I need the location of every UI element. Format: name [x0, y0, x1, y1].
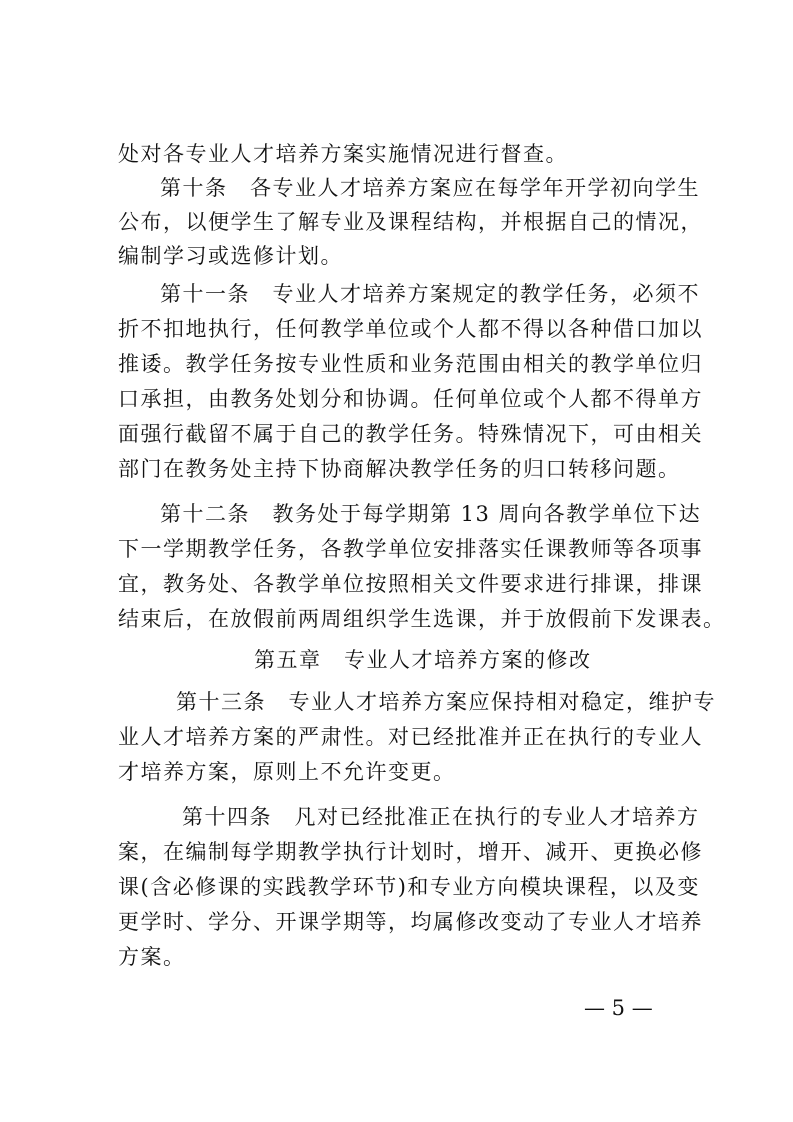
article-11-heading-line: 第十一条 专业人才培养方案规定的教学任务，必须不 [160, 282, 700, 306]
article-13-heading-line: 第十三条 专业人才培养方案应保持相对稳定，维护专 [176, 690, 716, 714]
text-line-13: 宜，教务处、各教学单位按照相关文件要求进行排课，排课 [118, 572, 703, 596]
text-line-17: 业人才培养方案的严肃性。对已经批准并正在执行的专业人 [118, 725, 703, 749]
text-line-9: 面强行截留不属于自己的教学任务。特殊情况下，可由相关 [118, 422, 703, 446]
text-line-20: 案，在编制每学期教学执行计划时，增开、减开、更换必修 [118, 840, 703, 864]
text-line-4: 编制学习或选修计划。 [118, 244, 343, 268]
text-line-10: 部门在教务处主持下协商解决教学任务的归口转移问题。 [118, 457, 681, 481]
text-line-12: 下一学期教学任务，各教学单位安排落实任课教师等各项事 [118, 537, 703, 561]
text-line-18: 才培养方案，原则上不允许变更。 [118, 760, 456, 784]
article-12-heading-line: 第十二条 教务处于每学期第 13 周向各教学单位下达 [160, 502, 702, 526]
page-number: — 5 — [584, 996, 653, 1020]
text-line-1: 处对各专业人才培养方案实施情况进行督查。 [118, 142, 568, 166]
text-line-7: 推诿。教学任务按专业性质和业务范围由相关的教学单位归 [118, 352, 703, 376]
text-line-23: 方案。 [118, 945, 186, 969]
chapter-5-heading: 第五章 专业人才培养方案的修改 [254, 648, 592, 672]
text-line-22: 更学时、学分、开课学期等，均属修改变动了专业人才培养 [118, 910, 703, 934]
text-line-14: 结束后，在放假前两周组织学生选课，并于放假前下发课表。 [118, 607, 726, 631]
article-10-heading-line: 第十条 各专业人才培养方案应在每学年开学初向学生 [160, 176, 700, 200]
text-line-8: 口承担，由教务处划分和协调。任何单位或个人都不得单方 [118, 387, 703, 411]
text-line-3: 公布，以便学生了解专业及课程结构，并根据自己的情况， [118, 210, 703, 234]
text-line-6: 折不扣地执行，任何教学单位或个人都不得以各种借口加以 [118, 317, 703, 341]
article-14-heading-line: 第十四条 凡对已经批准正在执行的专业人才培养方 [182, 805, 700, 829]
text-line-21: 课(含必修课的实践教学环节)和专业方向模块课程，以及变 [118, 875, 700, 899]
